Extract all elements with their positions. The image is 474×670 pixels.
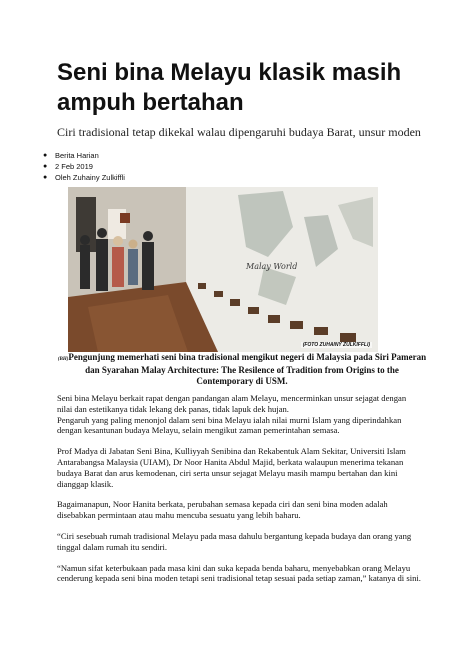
article-meta-list	[43, 150, 125, 183]
bullet-icon: ●	[43, 152, 48, 159]
meta-item-date	[43, 161, 125, 172]
meta-source: Berita Harian	[55, 151, 99, 160]
mural-text: Malay World	[246, 262, 298, 271]
body-paragraph: Bagaimanapun, Noor Hanita berkata, perubahan semasa kepada ciri dan seni bina moden adalah disebabkan permintaan atau mahu mencuba sesuatu yang lebih baharu.	[57, 499, 388, 521]
meta-date: 2 Feb 2019	[55, 162, 93, 171]
meta-item-source	[43, 150, 125, 161]
body-paragraph: Seni bina Melayu berkait rapat dengan pandangan alam Melayu, mencerminkan unsur sejagat dengan nilai dan estetikanya tidak lekang dek panas, tidak lapuk dek hujan. Pengaruh yang paling menonjol dalam seni bina Melayu ialah nilai murni Islam yang diperindahkan dengan kesantunan budaya Melayu, selain mengikut zaman pemerintahan semasa.	[57, 393, 407, 436]
meta-author: Oleh Zuhainy Zulkiffli	[55, 173, 125, 182]
meta-item-author	[43, 172, 125, 183]
body-paragraph: “Namun sifat keterbukaan pada masa kini dan suka kepada benda baharu, menyebabkan orang Melayu cenderung kepada seni bina moden tetapi seni tradisional tetap sesuai pada setiap zaman,” katanya di sini.	[57, 562, 421, 584]
body-paragraph: “Ciri sesebuah rumah tradisional Melayu pada masa dahulu bergantung kepada budaya dan orang yang tinggal dalam rumah itu sendiri.	[57, 530, 412, 552]
bullet-icon: ●	[43, 174, 48, 181]
exhibition-photo-illustration	[68, 187, 378, 352]
body-paragraph: Prof Madya di Jabatan Seni Bina, Kulliyyah Senibina dan Rekabentuk Alam Sekitar, Universiti Islam Antarabangsa Malaysia (UIAM), Dr Noor Hanita Abdul Majid, berkata walaupun menerima tekanan budaya Barat dan arus kemodenan, ciri serta unsur sejagat Melayu masih mampu bertahan dan kini dianggap klasik.	[57, 446, 406, 489]
article-photo	[68, 187, 378, 352]
bullet-icon: ●	[43, 163, 48, 170]
photo-caption	[57, 352, 427, 387]
photo-credit: (FOTO ZUHAINY ZULKIFFLI)	[302, 342, 370, 348]
article-subheadline: Ciri tradisional tetap dikekal walau dipengaruhi budaya Barat, unsur moden	[57, 125, 421, 139]
caption-tag: (BH)	[57, 357, 69, 362]
article-headline: Seni bina Melayu klasik masih ampuh bertahan	[57, 59, 402, 116]
caption-text: Pengunjung memerhati seni bina tradisional mengikut negeri di Malaysia pada Siri Pameran dan Syarahan Malay Architecture: The Resilence of Tradition from Origins to the Contemporary di USM.	[68, 352, 427, 386]
article-body	[57, 393, 422, 594]
